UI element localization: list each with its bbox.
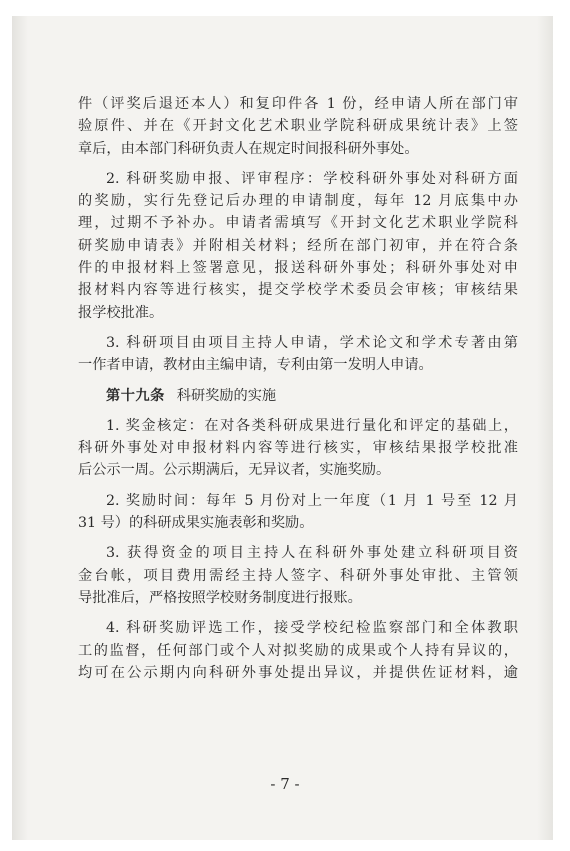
paragraph-gap bbox=[78, 482, 518, 490]
paragraph-gap bbox=[78, 609, 518, 617]
text-line: 后公示一周。公示期满后，无异议者，实施奖励。 bbox=[78, 462, 391, 479]
text-line: 金台帐，项目费用需经主持人签字、科研外事处审批、主管领 bbox=[78, 567, 518, 584]
text-line: 报材料内容等进行核实，提交学校学术委员会审核；审核结果 bbox=[78, 282, 518, 299]
document-body bbox=[78, 93, 518, 684]
text-line: 的奖励，实行先登记后办理的申请制度，每年 12 月底集中办 bbox=[78, 193, 518, 210]
text-line: 3. 科研项目由项目主持人申请，学术论文和学术专著由第 bbox=[106, 334, 518, 351]
paragraph-gap bbox=[78, 160, 518, 168]
article-number: 第十九条 bbox=[106, 387, 165, 404]
text-line: 均可在公示期内向科研外事处提出异议，并提供佐证材料，逾 bbox=[78, 664, 518, 681]
text-line: 章后，由本部门科研负责人在规定时间报科研外事处。 bbox=[78, 140, 419, 157]
text-line: 一作者申请，教材由主编申请，专利由第一发明人申请。 bbox=[78, 357, 433, 374]
text-line: 2. 科研奖励申报、评审程序：学校科研外事处对科研方面 bbox=[106, 170, 518, 187]
text-line: 研奖励申请表》并附相关材料；经所在部门初审，并在符合条 bbox=[78, 237, 518, 254]
text-line: 31 号）的科研成果实施表彰和奖励。 bbox=[78, 515, 314, 532]
paragraph-gap bbox=[78, 324, 518, 332]
text-line: 理，过期不予补办。申请者需填写《开封文化艺术职业学院科 bbox=[78, 215, 518, 232]
text-line: 4. 科研奖励评选工作，接受学校纪检监察部门和全体教职 bbox=[106, 620, 518, 637]
paragraph-gap bbox=[78, 534, 518, 542]
text-line: 报学校批准。 bbox=[78, 304, 164, 321]
text-line: 件的申报材料上签署意见，报送科研外事处；科研外事处对申 bbox=[78, 260, 518, 277]
text-line: 工的监督，任何部门或个人对拟奖励的成果或个人持有异议的， bbox=[78, 642, 518, 659]
text-line: 1. 奖金核定：在对各类科研成果进行量化和评定的基础上， bbox=[106, 417, 518, 434]
text-line: 2. 奖励时间：每年 5 月份对上一年度（1 月 1 号至 12 月 bbox=[106, 492, 518, 509]
text-line: 3. 获得资金的项目主持人在科研外事处建立科研项目资 bbox=[106, 545, 518, 562]
text-line: 验原件、并在《开封文化艺术职业学院科研成果统计表》上签 bbox=[78, 118, 518, 135]
paragraph-gap bbox=[78, 407, 518, 415]
text-line: 科研外事处对申报材料内容等进行核实，审核结果报学校批准 bbox=[78, 440, 518, 457]
page-number: - 7 - bbox=[270, 775, 300, 793]
paper-edge-shadow-left bbox=[12, 16, 28, 840]
article-title: 科研奖励的实施 bbox=[176, 387, 277, 404]
paragraph-gap bbox=[78, 377, 518, 385]
text-line: 件（评奖后退还本人）和复印件各 1 份，经申请人所在部门审 bbox=[78, 96, 518, 112]
paper-edge-shadow-right bbox=[537, 16, 553, 840]
text-line: 导批准后，严格按照学校财务制度进行报账。 bbox=[78, 589, 362, 606]
article-heading bbox=[78, 385, 518, 407]
